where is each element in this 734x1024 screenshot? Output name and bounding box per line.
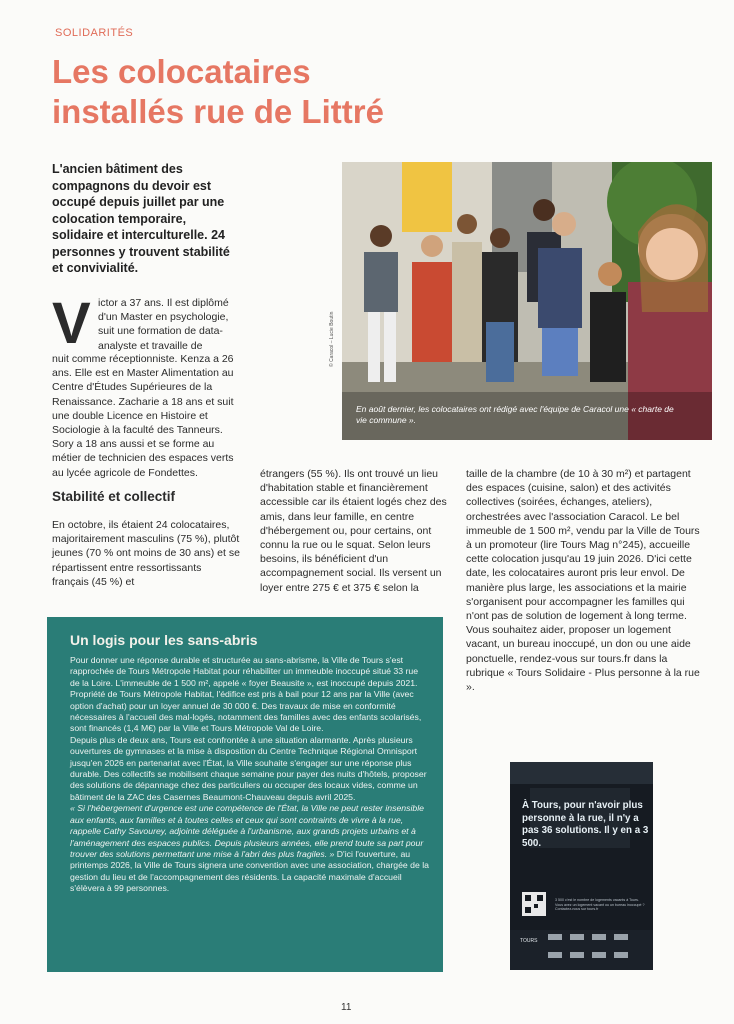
campaign-poster xyxy=(510,762,653,970)
poster-small-text: 3 500 c'est le nombre de logements vacants à Tours. Vous avez un logement vacant ou un bureau inoccupé ? Contactez-nous sur tours.fr xyxy=(555,898,645,912)
sidebar-box-text xyxy=(70,655,430,895)
poster-illustration xyxy=(510,762,653,970)
article-title xyxy=(52,52,522,132)
photo-caption: En août dernier, les colocataires ont rédigé avec l'équipe de Caracol une « charte de vie commune ». xyxy=(356,404,674,425)
column-2-text: étrangers (55 %). Ils ont trouvé un lieu d'habitation stable et financièrement accessible car ils étaient logés chez des amis, dans leur famille, en centre d'hébergement ou, pour certains, ont connu la rue ou le squat. Selon leurs besoins, ils bénéficient d'un accompagnement social. Ils versent un loyer entre 275 € et 375 € selon la xyxy=(260,468,447,594)
section-rubric: SOLIDARITÉS xyxy=(55,27,134,39)
poster-headline: À Tours, pour n'avoir plus personne à la rue, il n'y a pas 36 solutions. Il y en a 3 500. xyxy=(522,800,649,849)
section-subheading: Stabilité et collectif xyxy=(52,489,176,504)
title-line-1: Les colocataires xyxy=(52,53,311,90)
drop-cap: V xyxy=(52,291,91,356)
photo-credit: © Caracol – Lucie Boutin xyxy=(329,311,335,367)
box-paragraph-3: D'ici l'ouverture, au printemps 2026, la Ville de Tours signera une convention avec une association, chargée de la gestion du lieu et de l'accompagnement des résidents. La capacité maximale d'accueil s'élèvera à 99 personnes. xyxy=(70,848,429,894)
intro-paragraph-continued: nuit comme réceptionniste. Kenza a 26 ans. Elle est en Master Alimentation au Centre d'Études Supérieures de la Renaissance. Zacharie a 18 ans et suit une double Licence en Histoire et Sociologie à la faculté des Tanneurs. Sory a 18 ans aussi et se forme au métier de technicien des espaces verts au lycée agricole de Fondettes. xyxy=(52,353,234,479)
page-number: 11 xyxy=(341,1002,352,1013)
intro-paragraph-start: ictor a 37 ans. Il est diplômé d'un Master en psychologie, suit une formation de data-analyste et travaille de xyxy=(98,297,229,352)
title-line-2: installés rue de Littré xyxy=(52,93,384,130)
box-paragraph-1: Pour donner une réponse durable et structurée au sans-abrisme, la Ville de Tours s'est rapprochée de Tours Métropole Habitat pour réhabiliter un immeuble inoccupé situé 33 rue de la Loire. L'immeuble de 1 500 m², appelé « foyer Beausite », est inoccupé depuis 2021. Propriété de Tours Métropole Habitat, l'édifice est pris à bail pour 12 ans par la Ville (avec option d'achat) pour un loyer annuel de 30 000 €. Des travaux de mise en conformité nécessaires à l'accueil des mal-logés, notamment des familles avec des enfants scolarisés, sont financés (1,4 M€) par la Ville et Tours Métropole Val de Loire. xyxy=(70,655,422,734)
article-lede: L'ancien bâtiment des compagnons du devoir est occupé depuis juillet par une colocation temporaire, solidaire et interculturelle. 24 personnes y trouvent stabilité et convivialité. xyxy=(52,162,230,275)
poster-logo: TOURS xyxy=(520,938,538,944)
column-3-text: taille de la chambre (de 10 à 30 m²) et partagent des espaces (cuisine, salon) et des activités collectives (soirées, échanges, ateliers), orchestrées avec l'association Caracol. Le bel immeuble de 1 500 m², vendu par la Ville de Tours à un promoteur (lire Tours Mag n°245), accueille cette colocation jusqu'au 19 juin 2026. D'ici cette date, les colocataires auront pris leur envol. De manière plus large, les associations et la mairie s'organisent pour accompagner les familles qui n'ont pas de solution de logement à long terme. Vous souhaitez aider, proposer un logement vacant, un bureau inoccupé, un don ou une aide ponctuelle, rendez-vous sur tours.fr dans la rubrique « Tours Solidaire - Plus personne à la rue ». xyxy=(466,468,700,694)
group-photo xyxy=(342,162,712,440)
group-photo-illustration xyxy=(342,162,712,440)
box-paragraph-2: Depuis plus de deux ans, Tours est confrontée à une situation alarmante. Après plusieurs ouvertures de gymnases et la mise à disposition du Centre Technique Régional Omnisport jusqu'en 2026 en partenariat avec l'État, la Ville souhaite s'engager sur une réponse plus durable. Des collectifs se mobilisent chaque semaine pour payer des nuits d'hôtels, proposer des solutions de dépannage chez des particuliers ou occuper des locaux vides, comme un bâtiment de la ZAC des Casernes Beaumont-Chauveau depuis avril 2025. xyxy=(70,734,427,802)
column-1-end: En octobre, ils étaient 24 colocataires, majoritairement masculins (75 %), plutôt jeunes (70 % ont moins de 30 ans) et se répartissent entre ressortissants français (45 %) et xyxy=(52,519,240,588)
sidebar-box-title: Un logis pour les sans-abris xyxy=(70,632,258,648)
box-quote: « Si l'hébergement d'urgence est une compétence de l'État, la Ville ne peut rester insensible aux enfants, aux familles et à toutes celles et ceux qui sont contraints de vivre à la rue, rappelle Cathy Savourey, adjointe déléguée à l'urbanisme, aux grands projets urbains et à l'aménagement des espaces publics. Depuis plusieurs années, elle prend toute sa part pour trouver des solutions permettant une mise à l'abri des plus fragiles. » xyxy=(70,803,424,859)
